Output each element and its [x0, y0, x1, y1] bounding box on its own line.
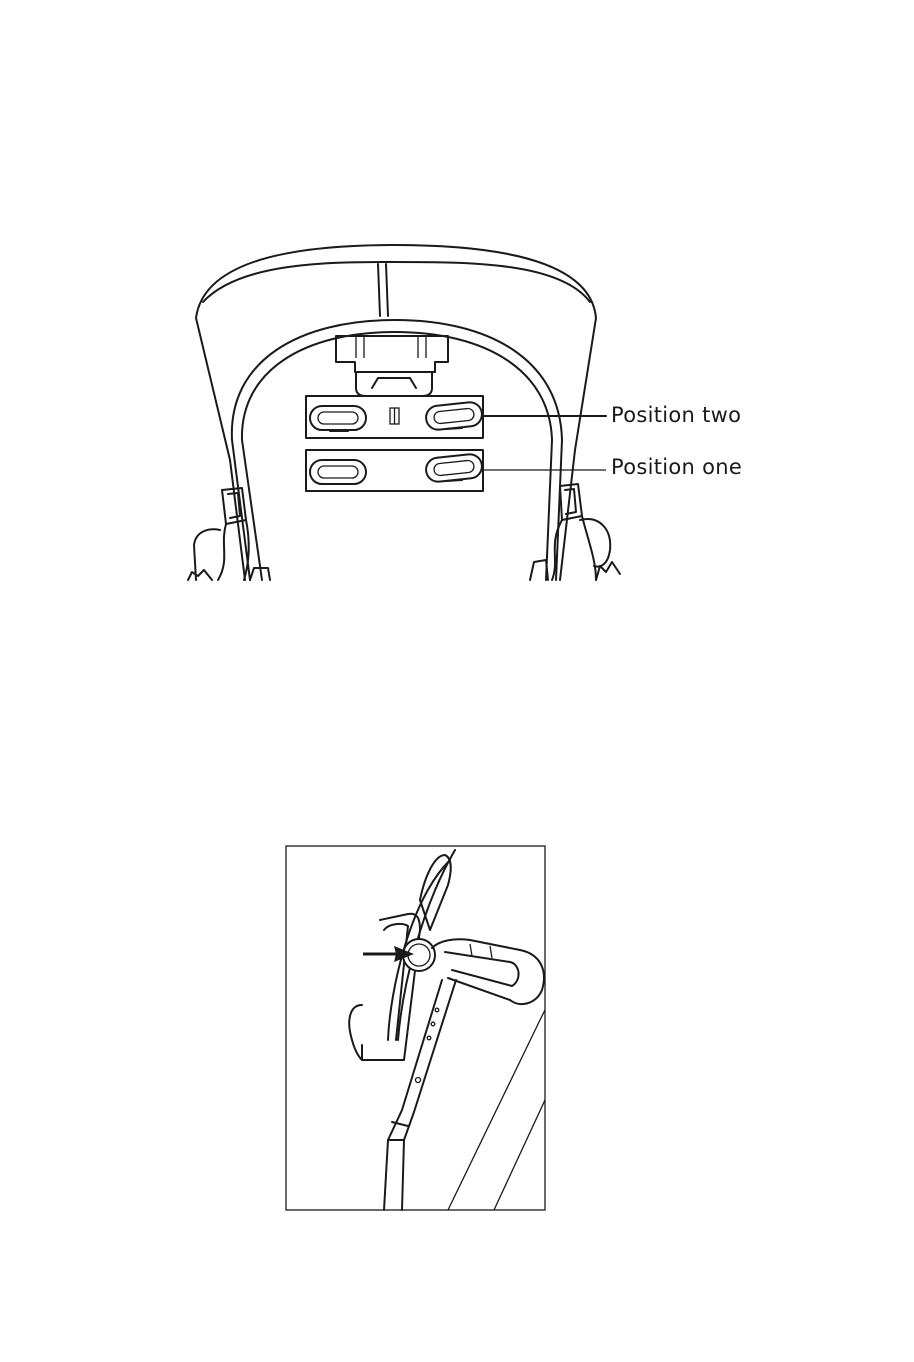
label-position-one: Position one — [611, 455, 743, 479]
lower-clip — [356, 372, 432, 396]
top-clip-slots — [356, 336, 426, 358]
seat-shell-inner-rim — [203, 262, 590, 302]
side-detail-figure — [280, 840, 550, 1220]
side-detail-drawing — [280, 840, 550, 1220]
top-clip — [336, 336, 448, 372]
seat-back-figure — [0, 0, 914, 640]
center-seam — [378, 264, 388, 316]
right-side-handle — [530, 484, 620, 580]
left-side-handle — [188, 488, 270, 580]
lower-clip-tab — [372, 378, 416, 388]
label-position-two: Position two — [611, 403, 742, 427]
detail-frame — [286, 846, 545, 1210]
seat-back-drawing — [0, 0, 914, 640]
